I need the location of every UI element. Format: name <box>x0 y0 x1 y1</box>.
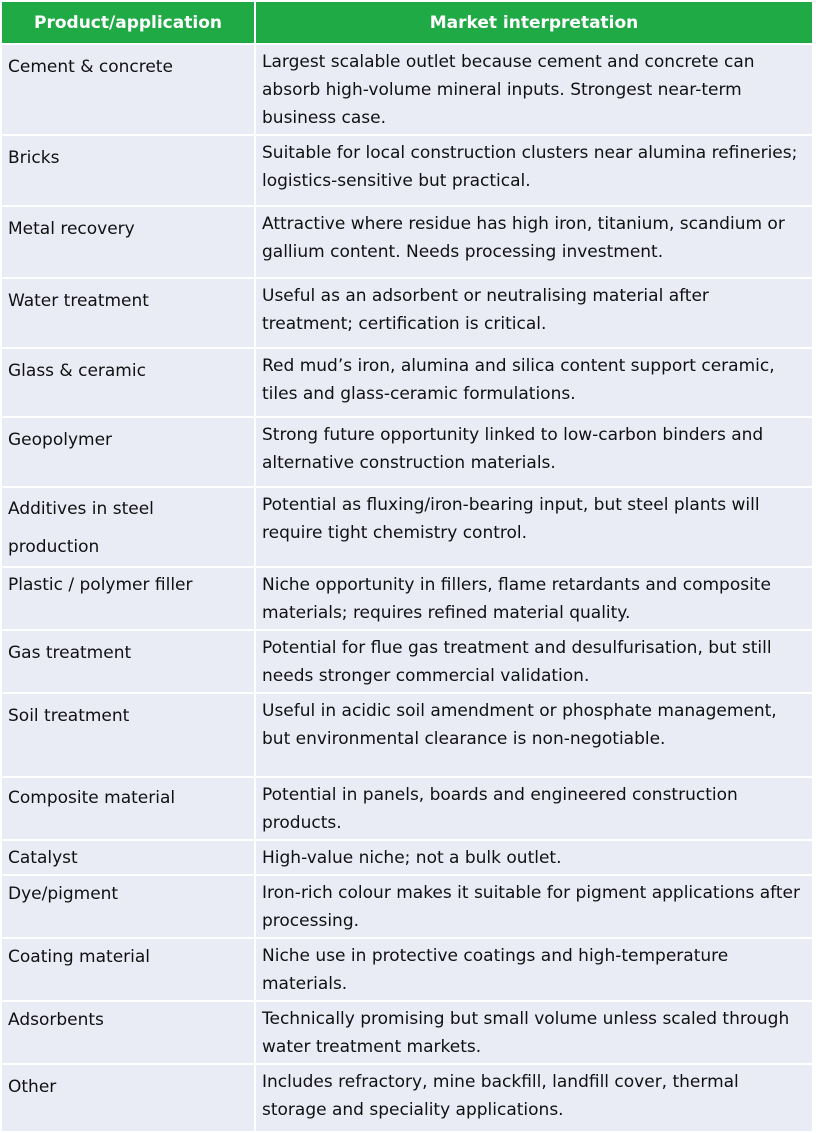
market-cell: Niche opportunity in fillers, flame retardants and composite materials; requires refined material quality. <box>255 567 813 630</box>
market-cell: Potential for flue gas treatment and desulfurisation, but still needs stronger commercial validation. <box>255 630 813 693</box>
table-row <box>2 44 813 135</box>
product-cell: Plastic / polymer filler <box>2 567 255 630</box>
product-cell: Cement & concrete <box>2 44 255 135</box>
product-cell: Coating material <box>2 938 255 1001</box>
table-row <box>2 875 813 938</box>
table-row <box>2 1064 813 1132</box>
market-cell: Strong future opportunity linked to low-carbon binders and alternative construction materials. <box>255 417 813 487</box>
market-cell: High-value niche; not a bulk outlet. <box>255 840 813 875</box>
table-row <box>2 693 813 777</box>
product-cell: Water treatment <box>2 278 255 348</box>
product-cell: Other <box>2 1064 255 1132</box>
market-cell: Suitable for local construction clusters near alumina refineries; logistics-sensitive but practical. <box>255 135 813 206</box>
table-row <box>2 417 813 487</box>
market-cell: Attractive where residue has high iron, titanium, scandium or gallium content. Needs processing investment. <box>255 206 813 278</box>
product-cell: Metal recovery <box>2 206 255 278</box>
market-cell: Potential as fluxing/iron-bearing input, but steel plants will require tight chemistry control. <box>255 487 813 567</box>
market-cell: Includes refractory, mine backfill, landfill cover, thermal storage and speciality applications. <box>255 1064 813 1132</box>
product-cell: Geopolymer <box>2 417 255 487</box>
table-row <box>2 278 813 348</box>
table-row <box>2 487 813 567</box>
table-row <box>2 777 813 840</box>
table-row <box>2 135 813 206</box>
table-row <box>2 1001 813 1064</box>
table-row <box>2 206 813 278</box>
table-row <box>2 567 813 630</box>
table-row <box>2 630 813 693</box>
application-market-table <box>2 2 814 1133</box>
market-cell: Largest scalable outlet because cement and concrete can absorb high-volume mineral inputs. Strongest near-term business case. <box>255 44 813 135</box>
product-cell: Dye/pigment <box>2 875 255 938</box>
product-cell: Glass & ceramic <box>2 348 255 417</box>
product-cell: Soil treatment <box>2 693 255 777</box>
product-cell: Gas treatment <box>2 630 255 693</box>
market-cell: Niche use in protective coatings and high-temperature materials. <box>255 938 813 1001</box>
table-row <box>2 348 813 417</box>
header-product-application: Product/application <box>2 2 255 44</box>
market-cell: Useful in acidic soil amendment or phosphate management, but environmental clearance is non-negotiable. <box>255 693 813 777</box>
product-cell: Composite material <box>2 777 255 840</box>
market-cell: Potential in panels, boards and engineered construction products. <box>255 777 813 840</box>
header-market-interpretation: Market interpretation <box>255 2 813 44</box>
market-cell: Technically promising but small volume unless scaled through water treatment markets. <box>255 1001 813 1064</box>
product-cell: Additives in steel production <box>2 487 255 567</box>
market-cell: Iron-rich colour makes it suitable for pigment applications after processing. <box>255 875 813 938</box>
market-cell: Useful as an adsorbent or neutralising material after treatment; certification is critical. <box>255 278 813 348</box>
product-cell: Adsorbents <box>2 1001 255 1064</box>
product-cell: Bricks <box>2 135 255 206</box>
market-cell: Red mud’s iron, alumina and silica content support ceramic, tiles and glass-ceramic formulations. <box>255 348 813 417</box>
table-header-row <box>2 2 813 44</box>
product-cell: Catalyst <box>2 840 255 875</box>
table-row <box>2 840 813 875</box>
table-row <box>2 938 813 1001</box>
